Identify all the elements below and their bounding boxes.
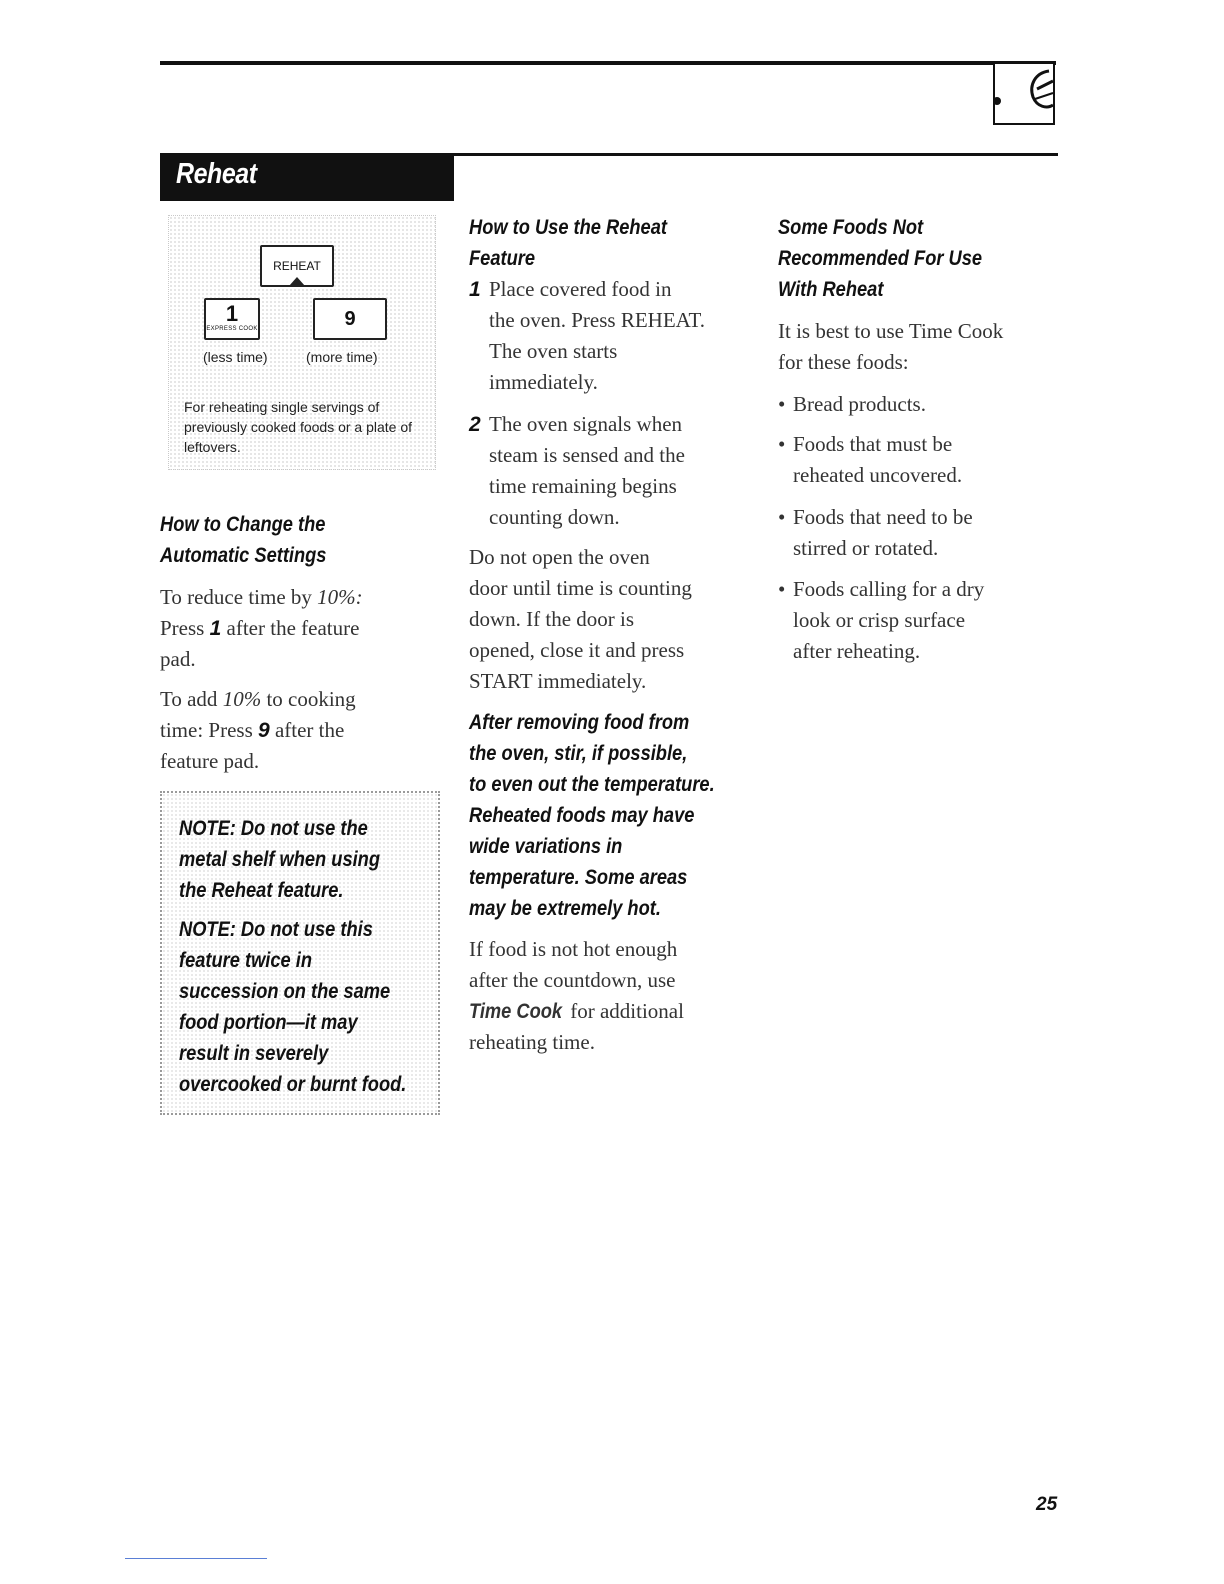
- text-line: [160, 582, 363, 613]
- text-line: feature pad.: [160, 749, 260, 773]
- heading-line: How to Change the: [160, 513, 326, 536]
- text-line: opened, close it and press: [469, 638, 685, 662]
- text-span: for additional: [564, 999, 684, 1023]
- note-line: metal shelf when using: [179, 848, 381, 871]
- bullet-icon: •: [778, 392, 786, 416]
- text-line: Bread products.: [793, 392, 926, 416]
- text-span: To add: [160, 687, 223, 711]
- text-line: the oven. Press REHEAT.: [489, 308, 705, 332]
- section-title: Reheat: [176, 158, 257, 190]
- heading-line: Feature: [469, 247, 535, 270]
- warning-line: may be extremely hot.: [469, 897, 661, 920]
- text-line: The oven starts: [489, 339, 618, 363]
- time-cook-reference: Time Cook: [469, 1000, 563, 1023]
- list-item: [778, 389, 926, 420]
- note-twice: [179, 914, 457, 1100]
- text-line: If food is not hot enough: [469, 937, 678, 961]
- top-rule: [160, 61, 1056, 65]
- note-line: result in severely: [179, 1042, 329, 1065]
- warning-line: temperature. Some areas: [469, 866, 688, 889]
- text-line: after reheating.: [793, 639, 921, 663]
- key-1: [204, 298, 260, 340]
- add-time-paragraph: [160, 684, 356, 777]
- key-reference: 1: [209, 617, 222, 640]
- bullet-icon: •: [778, 432, 786, 456]
- note-shelf: [179, 813, 457, 906]
- step-text: [489, 274, 705, 398]
- text-line: time remaining begins: [489, 474, 677, 498]
- more-time-label: (more time): [306, 349, 378, 365]
- section-rule: [454, 153, 1058, 156]
- note-line: succession on the same: [179, 980, 391, 1003]
- list-item: [778, 574, 984, 667]
- warning-line: Reheated foods may have: [469, 804, 695, 827]
- heading-line: Some Foods Not: [778, 216, 924, 239]
- list-item: [778, 429, 962, 491]
- text-line: It is best to use Time Cook: [778, 319, 1004, 343]
- text-line: Place covered food in: [489, 277, 672, 301]
- change-settings-heading: [160, 509, 326, 571]
- text-span: Press: [160, 616, 210, 640]
- not-recommended-heading: [778, 212, 982, 305]
- key-9: 9: [313, 298, 387, 340]
- step-number: 2: [469, 413, 481, 436]
- microwave-section-icon: [993, 63, 1055, 125]
- text-line: counting down.: [489, 505, 620, 529]
- step-number: 1: [469, 278, 481, 301]
- temperature-warning: [469, 707, 715, 924]
- text-line: Foods that must be: [793, 432, 953, 456]
- how-to-use-heading: [469, 212, 667, 274]
- text-line: START immediately.: [469, 669, 647, 693]
- percent-value: 10%: [222, 687, 262, 711]
- heading-line: How to Use the Reheat: [469, 216, 667, 239]
- text-line: reheating time.: [469, 1030, 595, 1054]
- heading-line: Recommended For Use: [778, 247, 983, 270]
- note-line: the Reheat feature.: [179, 879, 344, 902]
- key-1-sublabel: EXPRESS COOK: [206, 326, 258, 332]
- text-line: look or crisp surface: [793, 608, 966, 632]
- reduce-time-paragraph: [160, 582, 363, 675]
- keypad-illustration: [168, 215, 436, 470]
- text-line: Foods calling for a dry: [793, 577, 985, 601]
- text-line: [160, 715, 356, 746]
- list-item: [778, 502, 973, 564]
- text-line: door until time is counting: [469, 576, 692, 600]
- text-span: time: Press: [160, 718, 258, 742]
- text-line: stirred or rotated.: [793, 536, 939, 560]
- note-line: NOTE: Do not use this: [179, 918, 373, 941]
- note-box: [160, 791, 440, 1115]
- bullet-icon: •: [778, 505, 786, 529]
- text-span: after the feature: [221, 616, 360, 640]
- text-line: Do not open the oven: [469, 545, 650, 569]
- not-hot-paragraph: [469, 934, 684, 1058]
- reheat-key: REHEAT: [260, 245, 334, 287]
- text-line: down. If the door is: [469, 607, 635, 631]
- text-line: The oven signals when: [489, 412, 683, 436]
- step-text: [489, 409, 685, 533]
- text-line: reheated uncovered.: [793, 463, 963, 487]
- note-line: food portion—it may: [179, 1011, 358, 1034]
- text-line: after the countdown, use: [469, 968, 676, 992]
- key-1-number: 1: [225, 301, 239, 326]
- section-header-bar: [160, 153, 454, 201]
- warning-line: to even out the temperature.: [469, 773, 715, 796]
- warning-line: After removing food from: [469, 711, 690, 734]
- not-recommended-intro: [778, 316, 1003, 378]
- reheat-indicator-icon: [289, 277, 305, 286]
- text-line: [160, 613, 363, 644]
- warning-line: wide variations in: [469, 835, 623, 858]
- less-time-label: (less time): [203, 349, 268, 365]
- text-line: for these foods:: [778, 350, 909, 374]
- heading-line: Automatic Settings: [160, 544, 327, 567]
- text-line: pad.: [160, 647, 196, 671]
- text-line: steam is sensed and the: [489, 443, 685, 467]
- page-number: 25: [1036, 1494, 1058, 1515]
- key-reference: 9: [258, 719, 270, 742]
- note-line: feature twice in: [179, 949, 313, 972]
- text-span: after the: [269, 718, 345, 742]
- text-line: [160, 684, 356, 715]
- note-line: NOTE: Do not use the: [179, 817, 368, 840]
- text-line: [469, 996, 684, 1027]
- warning-line: the oven, stir, if possible,: [469, 742, 688, 765]
- footer-rule: [125, 1558, 267, 1559]
- text-span: To reduce time by: [160, 585, 318, 609]
- bullet-icon: •: [778, 577, 786, 601]
- text-line: immediately.: [489, 370, 598, 394]
- door-paragraph: [469, 542, 692, 697]
- keypad-caption: For reheating single servings of previously cooked foods or a plate of leftovers.: [184, 399, 413, 455]
- note-line: overcooked or burnt food.: [179, 1073, 407, 1096]
- heading-line: With Reheat: [778, 278, 884, 301]
- percent-value: 10%:: [317, 585, 363, 609]
- text-span: to cooking: [261, 687, 356, 711]
- text-line: Foods that need to be: [793, 505, 973, 529]
